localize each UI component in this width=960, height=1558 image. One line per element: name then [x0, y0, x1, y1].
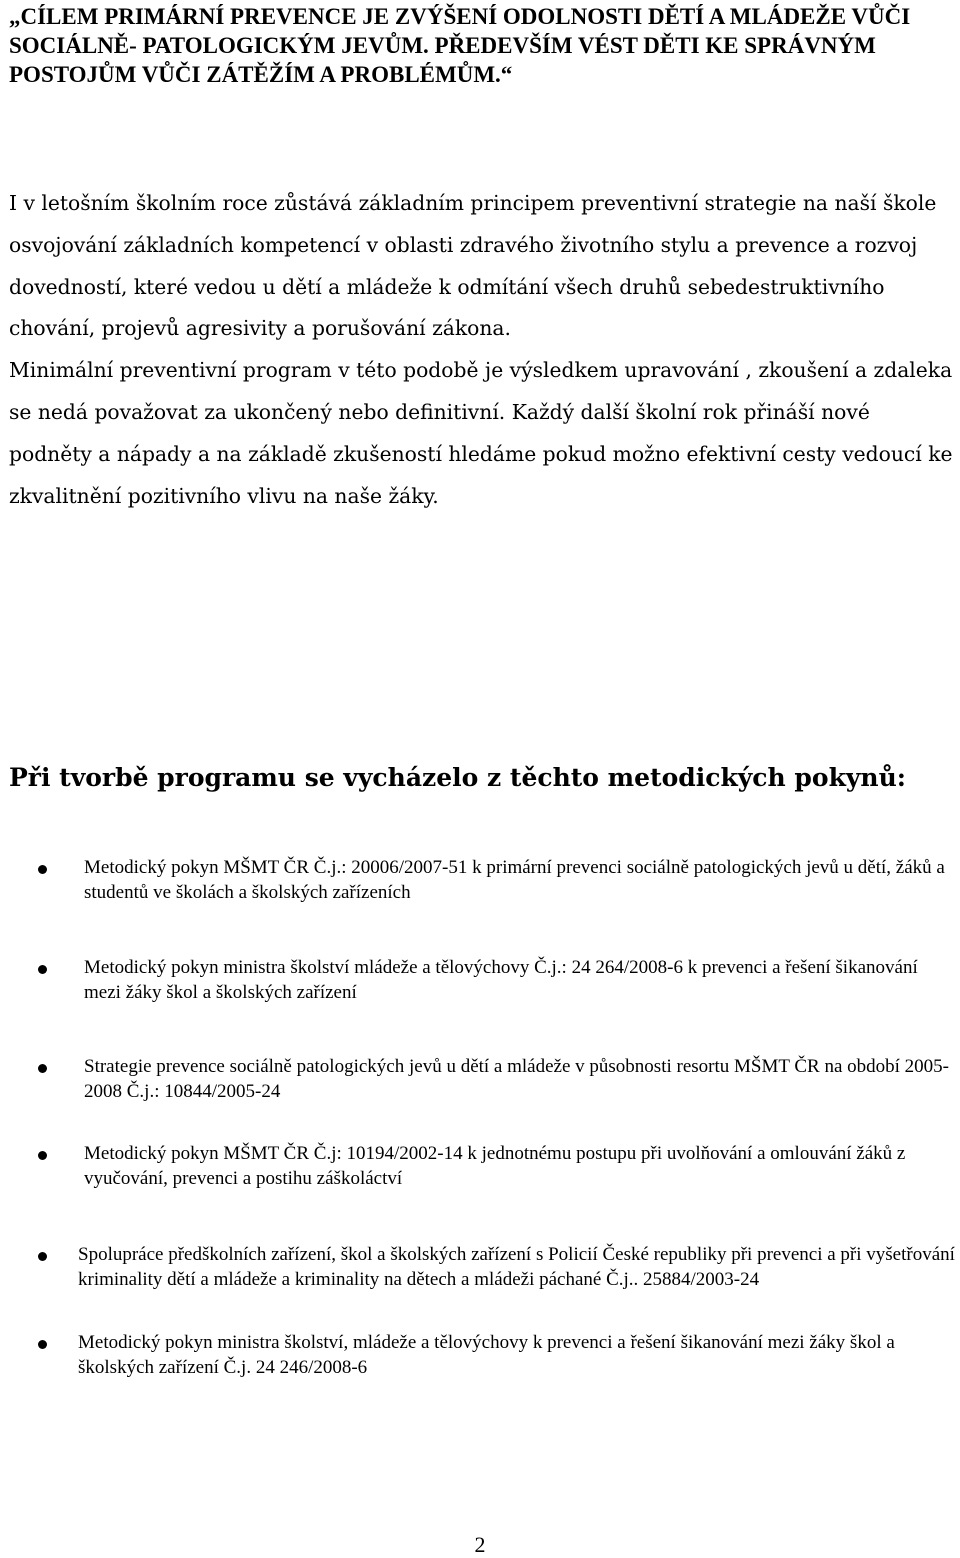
list-item-text: Metodický pokyn MŠMT ČR Č.j: 10194/2002-14 k jednotnému postupu při uvolňování a omlouvání žáků z vyučování, prevenci a postihu záškoláctví: [84, 1143, 906, 1189]
list-item-text: Strategie prevence sociálně patologických jevů u dětí a mládeže v působnosti resortu MŠMT ČR na období 2005-2008 Č.j.: 10844/2005-24: [84, 1056, 950, 1102]
list-item-text: Metodický pokyn ministra školství mládeže a tělovýchovy Č.j.: 24 264/2008-6 k prevenci a řešení šikanování mezi žáky škol a školských zařízení: [84, 957, 918, 1003]
bullet-dot-icon: [38, 1151, 47, 1160]
list-item-text: Spolupráce předškolních zařízení, škol a školských zařízení s Policií České republiky při prevenci a při vyšetřování kriminality dětí a mládeže a kriminality na dětech a mládeži páchané Č.j.. 25884/2003-24: [78, 1244, 955, 1290]
section-title: Při tvorbě programu se vycházelo z těchto metodických pokynů:: [9, 763, 906, 792]
document-heading: „CÍLEM PRIMÁRNÍ PREVENCE JE ZVÝŠENÍ ODOLNOSTI DĚTÍ A MLÁDEŽE VŮČI SOCIÁLNĚ- PATOLOGICKÝM JEVŮM. PŘEDEVŠÍM VÉST DĚTI KE SPRÁVNÝM POSTOJŮM VŮČI ZÁTĚŽÍM A PROBLÉMŮM.“: [9, 4, 911, 87]
bullet-dot-icon: [38, 1340, 47, 1349]
bullet-dot-icon: [38, 1064, 47, 1073]
intro-paragraph: [9, 183, 954, 517]
bullet-dot-icon: [38, 965, 47, 974]
page-number: 2: [474, 1532, 486, 1557]
intro-paragraph-text: I v letošním školním roce zůstává základním principem preventivní strategie na naší škole osvojování základních kompetencí v oblasti zdravého životního stylu a prevence a rozvoj dovedností, které vedou u dětí a mládeže k odmítání všech druhů sebedestruktivního chování, projevů agresivity a porušování zákona.: [9, 191, 937, 341]
second-paragraph-text: Minimální preventivní program v této podobě je výsledkem upravování , zkoušení a zdaleka se nedá považovat za ukončený nebo definitivní. Každý další školní rok přináší nové podněty a nápady a na základě zkušeností hledáme pokud možno efektivní cesty vedoucí ke zkvalitnění pozitivního vlivu na naše žáky.: [9, 358, 953, 508]
bullet-dot-icon: [38, 865, 47, 874]
list-item-text: Metodický pokyn ministra školství, mládeže a tělovýchovy k prevenci a řešení šikanování mezi žáky škol a školských zařízení Č.j. 24 246/2008-6: [78, 1332, 895, 1378]
bullet-dot-icon: [38, 1252, 47, 1261]
list-item-text: Metodický pokyn MŠMT ČR Č.j.: 20006/2007-51 k primární prevenci sociálně patologických jevů u dětí, žáků a studentů ve školách a školských zařízeních: [84, 857, 945, 903]
